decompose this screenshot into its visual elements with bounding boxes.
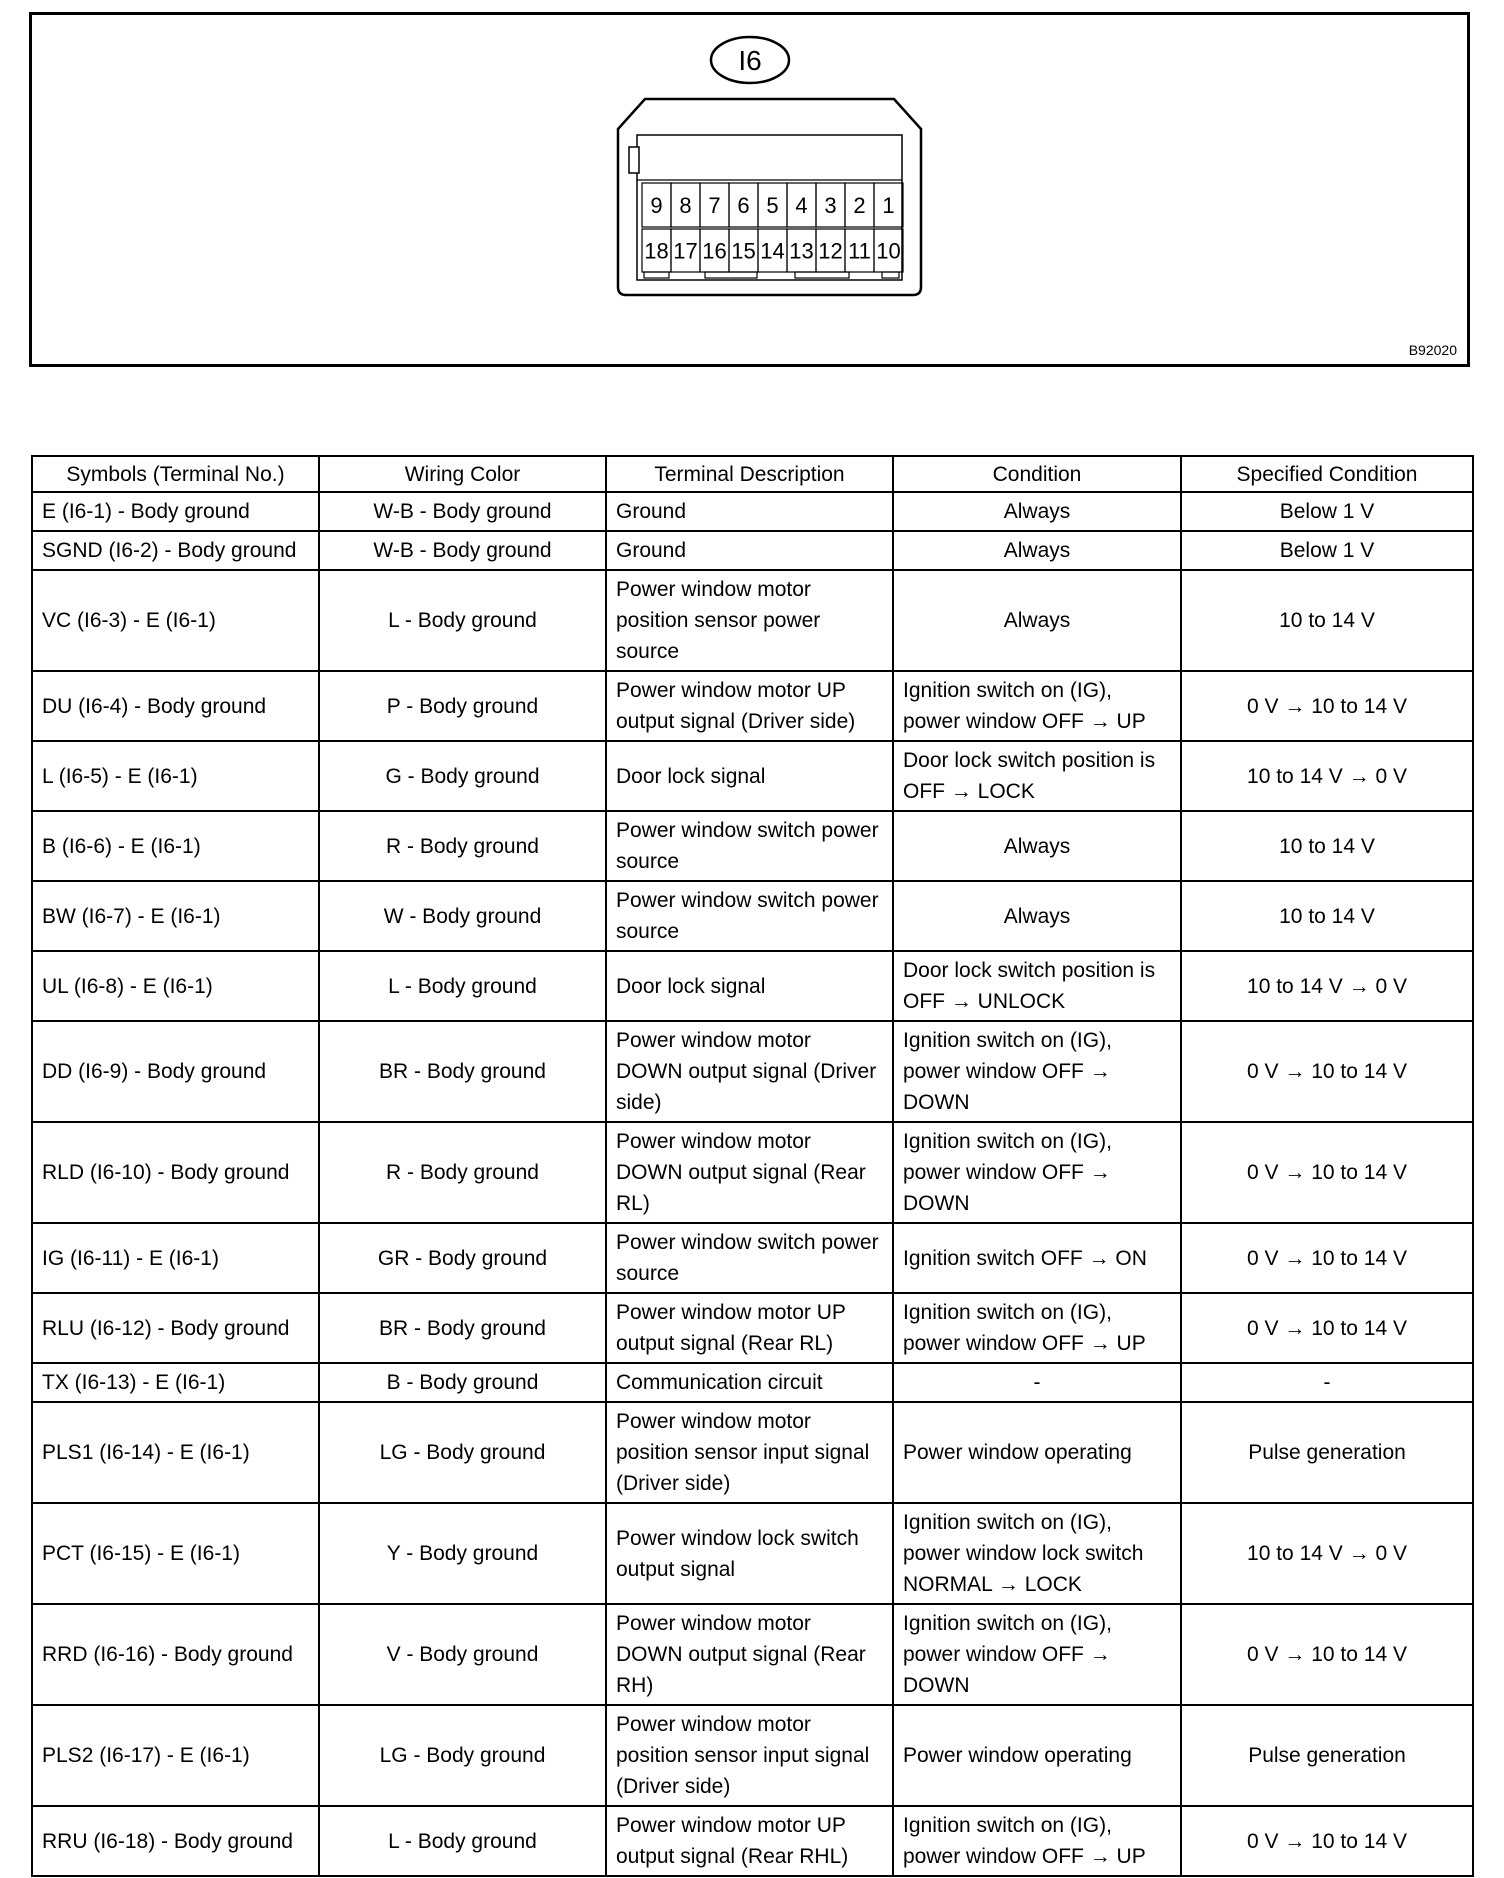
pin-number: 4 <box>795 193 808 218</box>
terminal-table <box>31 455 1474 1877</box>
cell-terminal-description: Power window motor DOWN output signal (Rear RH) <box>606 1604 893 1705</box>
table-row <box>32 811 1473 881</box>
cell-condition: Ignition switch on (IG), power window lock switch NORMAL → LOCK <box>893 1503 1181 1604</box>
cell-wiring-color: LG - Body ground <box>319 1705 606 1806</box>
cell-specified-condition: - <box>1181 1363 1473 1402</box>
cell-symbols: E (I6-1) - Body ground <box>32 492 319 531</box>
table-row <box>32 741 1473 811</box>
cell-condition: Ignition switch on (IG), power window OFF → DOWN <box>893 1021 1181 1122</box>
cell-symbols: RLU (I6-12) - Body ground <box>32 1293 319 1363</box>
table-row <box>32 492 1473 531</box>
connector-key-3 <box>795 272 849 278</box>
pin-number: 9 <box>650 193 663 218</box>
cell-condition: Ignition switch on (IG), power window OFF → UP <box>893 1293 1181 1363</box>
header-condition: Condition <box>893 456 1181 492</box>
cell-terminal-description: Power window switch power source <box>606 881 893 951</box>
cell-specified-condition: 10 to 14 V <box>1181 881 1473 951</box>
cell-specified-condition: 0 V → 10 to 14 V <box>1181 1604 1473 1705</box>
cell-condition: Power window operating <box>893 1705 1181 1806</box>
cell-specified-condition: 0 V → 10 to 14 V <box>1181 1122 1473 1223</box>
table-row <box>32 1604 1473 1705</box>
pin-number: 14 <box>760 238 785 264</box>
cell-wiring-color: B - Body ground <box>319 1363 606 1402</box>
cell-symbols: RRU (I6-18) - Body ground <box>32 1806 319 1876</box>
pin-grid <box>642 183 903 272</box>
connector-diagram <box>32 15 1467 364</box>
cell-specified-condition: Below 1 V <box>1181 531 1473 570</box>
pin-number: 11 <box>848 238 871 264</box>
table-row <box>32 1223 1473 1293</box>
cell-condition: Door lock switch position is OFF → LOCK <box>893 741 1181 811</box>
cell-symbols: SGND (I6-2) - Body ground <box>32 531 319 570</box>
pin-number: 12 <box>818 238 843 264</box>
cell-symbols: RLD (I6-10) - Body ground <box>32 1122 319 1223</box>
cell-terminal-description: Power window motor position sensor input signal (Driver side) <box>606 1402 893 1503</box>
pin-number: 5 <box>766 193 779 218</box>
header-specified-condition: Specified Condition <box>1181 456 1473 492</box>
cell-specified-condition: Pulse generation <box>1181 1402 1473 1503</box>
pin-number: 13 <box>789 238 814 264</box>
cell-wiring-color: P - Body ground <box>319 671 606 741</box>
cell-symbols: PCT (I6-15) - E (I6-1) <box>32 1503 319 1604</box>
table-row <box>32 671 1473 741</box>
connector-key-2 <box>705 272 757 278</box>
cell-wiring-color: R - Body ground <box>319 811 606 881</box>
cell-condition: Power window operating <box>893 1402 1181 1503</box>
cell-wiring-color: LG - Body ground <box>319 1402 606 1503</box>
cell-terminal-description: Communication circuit <box>606 1363 893 1402</box>
connector-key-1 <box>644 272 669 278</box>
cell-terminal-description: Power window motor UP output signal (Rear RL) <box>606 1293 893 1363</box>
cell-condition: Always <box>893 811 1181 881</box>
pin-number: 8 <box>679 193 692 218</box>
cell-symbols: UL (I6-8) - E (I6-1) <box>32 951 319 1021</box>
cell-specified-condition: 10 to 14 V <box>1181 811 1473 881</box>
cell-wiring-color: L - Body ground <box>319 1806 606 1876</box>
table-row <box>32 1806 1473 1876</box>
cell-wiring-color: BR - Body ground <box>319 1293 606 1363</box>
cell-terminal-description: Ground <box>606 531 893 570</box>
connector-label: I6 <box>738 45 762 76</box>
cell-condition: Always <box>893 881 1181 951</box>
cell-wiring-color: W-B - Body ground <box>319 531 606 570</box>
cell-wiring-color: GR - Body ground <box>319 1223 606 1293</box>
connector-figure <box>29 12 1470 367</box>
pin-number: 7 <box>708 193 721 218</box>
table-row <box>32 531 1473 570</box>
cell-terminal-description: Power window switch power source <box>606 1223 893 1293</box>
connector-lock-tab <box>629 147 639 173</box>
cell-wiring-color: Y - Body ground <box>319 1503 606 1604</box>
pin-number: 6 <box>737 193 750 218</box>
cell-symbols: RRD (I6-16) - Body ground <box>32 1604 319 1705</box>
cell-terminal-description: Power window motor UP output signal (Driver side) <box>606 671 893 741</box>
cell-condition: Door lock switch position is OFF → UNLOCK <box>893 951 1181 1021</box>
table-row <box>32 881 1473 951</box>
cell-condition: Always <box>893 492 1181 531</box>
cell-symbols: PLS1 (I6-14) - E (I6-1) <box>32 1402 319 1503</box>
cell-terminal-description: Power window motor position sensor power source <box>606 570 893 671</box>
cell-symbols: DD (I6-9) - Body ground <box>32 1021 319 1122</box>
cell-specified-condition: 10 to 14 V → 0 V <box>1181 951 1473 1021</box>
table-row <box>32 570 1473 671</box>
pin-number: 16 <box>702 238 727 264</box>
cell-symbols: IG (I6-11) - E (I6-1) <box>32 1223 319 1293</box>
table-row <box>32 1122 1473 1223</box>
header-wiring-color: Wiring Color <box>319 456 606 492</box>
table-row <box>32 1503 1473 1604</box>
cell-condition: Ignition switch on (IG), power window OFF → UP <box>893 671 1181 741</box>
cell-condition: Always <box>893 570 1181 671</box>
cell-specified-condition: Pulse generation <box>1181 1705 1473 1806</box>
table-header-row <box>32 456 1473 492</box>
cell-wiring-color: L - Body ground <box>319 951 606 1021</box>
cell-wiring-color: W-B - Body ground <box>319 492 606 531</box>
cell-specified-condition: 0 V → 10 to 14 V <box>1181 1021 1473 1122</box>
table-row <box>32 1705 1473 1806</box>
table-row <box>32 1363 1473 1402</box>
cell-wiring-color: W - Body ground <box>319 881 606 951</box>
cell-symbols: L (I6-5) - E (I6-1) <box>32 741 319 811</box>
cell-wiring-color: V - Body ground <box>319 1604 606 1705</box>
cell-condition: Ignition switch on (IG), power window OFF → DOWN <box>893 1122 1181 1223</box>
cell-symbols: PLS2 (I6-17) - E (I6-1) <box>32 1705 319 1806</box>
table-row <box>32 1293 1473 1363</box>
pin-number: 18 <box>644 238 669 264</box>
cell-specified-condition: 10 to 14 V <box>1181 570 1473 671</box>
cell-symbols: TX (I6-13) - E (I6-1) <box>32 1363 319 1402</box>
cell-condition: Ignition switch on (IG), power window OFF → UP <box>893 1806 1181 1876</box>
header-symbols: Symbols (Terminal No.) <box>32 456 319 492</box>
cell-terminal-description: Door lock signal <box>606 741 893 811</box>
pin-number: 10 <box>876 238 901 264</box>
cell-symbols: VC (I6-3) - E (I6-1) <box>32 570 319 671</box>
connector-key-4 <box>882 272 899 278</box>
header-terminal-description: Terminal Description <box>606 456 893 492</box>
cell-symbols: BW (I6-7) - E (I6-1) <box>32 881 319 951</box>
cell-condition: - <box>893 1363 1181 1402</box>
cell-specified-condition: 0 V → 10 to 14 V <box>1181 671 1473 741</box>
figure-code: B92020 <box>1408 342 1457 358</box>
cell-specified-condition: 10 to 14 V → 0 V <box>1181 1503 1473 1604</box>
pin-number: 2 <box>853 193 866 218</box>
cell-terminal-description: Ground <box>606 492 893 531</box>
cell-terminal-description: Power window switch power source <box>606 811 893 881</box>
cell-specified-condition: Below 1 V <box>1181 492 1473 531</box>
table-row <box>32 951 1473 1021</box>
cell-wiring-color: L - Body ground <box>319 570 606 671</box>
cell-wiring-color: G - Body ground <box>319 741 606 811</box>
cell-specified-condition: 10 to 14 V → 0 V <box>1181 741 1473 811</box>
cell-terminal-description: Power window lock switch output signal <box>606 1503 893 1604</box>
pin-number: 1 <box>882 193 895 218</box>
cell-symbols: DU (I6-4) - Body ground <box>32 671 319 741</box>
cell-terminal-description: Power window motor position sensor input signal (Driver side) <box>606 1705 893 1806</box>
cell-terminal-description: Power window motor DOWN output signal (Rear RL) <box>606 1122 893 1223</box>
cell-wiring-color: BR - Body ground <box>319 1021 606 1122</box>
cell-condition: Always <box>893 531 1181 570</box>
cell-terminal-description: Power window motor DOWN output signal (Driver side) <box>606 1021 893 1122</box>
cell-specified-condition: 0 V → 10 to 14 V <box>1181 1293 1473 1363</box>
cell-wiring-color: R - Body ground <box>319 1122 606 1223</box>
table-row <box>32 1402 1473 1503</box>
cell-terminal-description: Power window motor UP output signal (Rear RHL) <box>606 1806 893 1876</box>
cell-terminal-description: Door lock signal <box>606 951 893 1021</box>
pin-number: 15 <box>731 238 756 264</box>
cell-condition: Ignition switch on (IG), power window OFF → DOWN <box>893 1604 1181 1705</box>
cell-symbols: B (I6-6) - E (I6-1) <box>32 811 319 881</box>
cell-condition: Ignition switch OFF → ON <box>893 1223 1181 1293</box>
cell-specified-condition: 0 V → 10 to 14 V <box>1181 1806 1473 1876</box>
pin-number: 17 <box>673 238 698 264</box>
cell-specified-condition: 0 V → 10 to 14 V <box>1181 1223 1473 1293</box>
table-row <box>32 1021 1473 1122</box>
pin-number: 3 <box>824 193 837 218</box>
